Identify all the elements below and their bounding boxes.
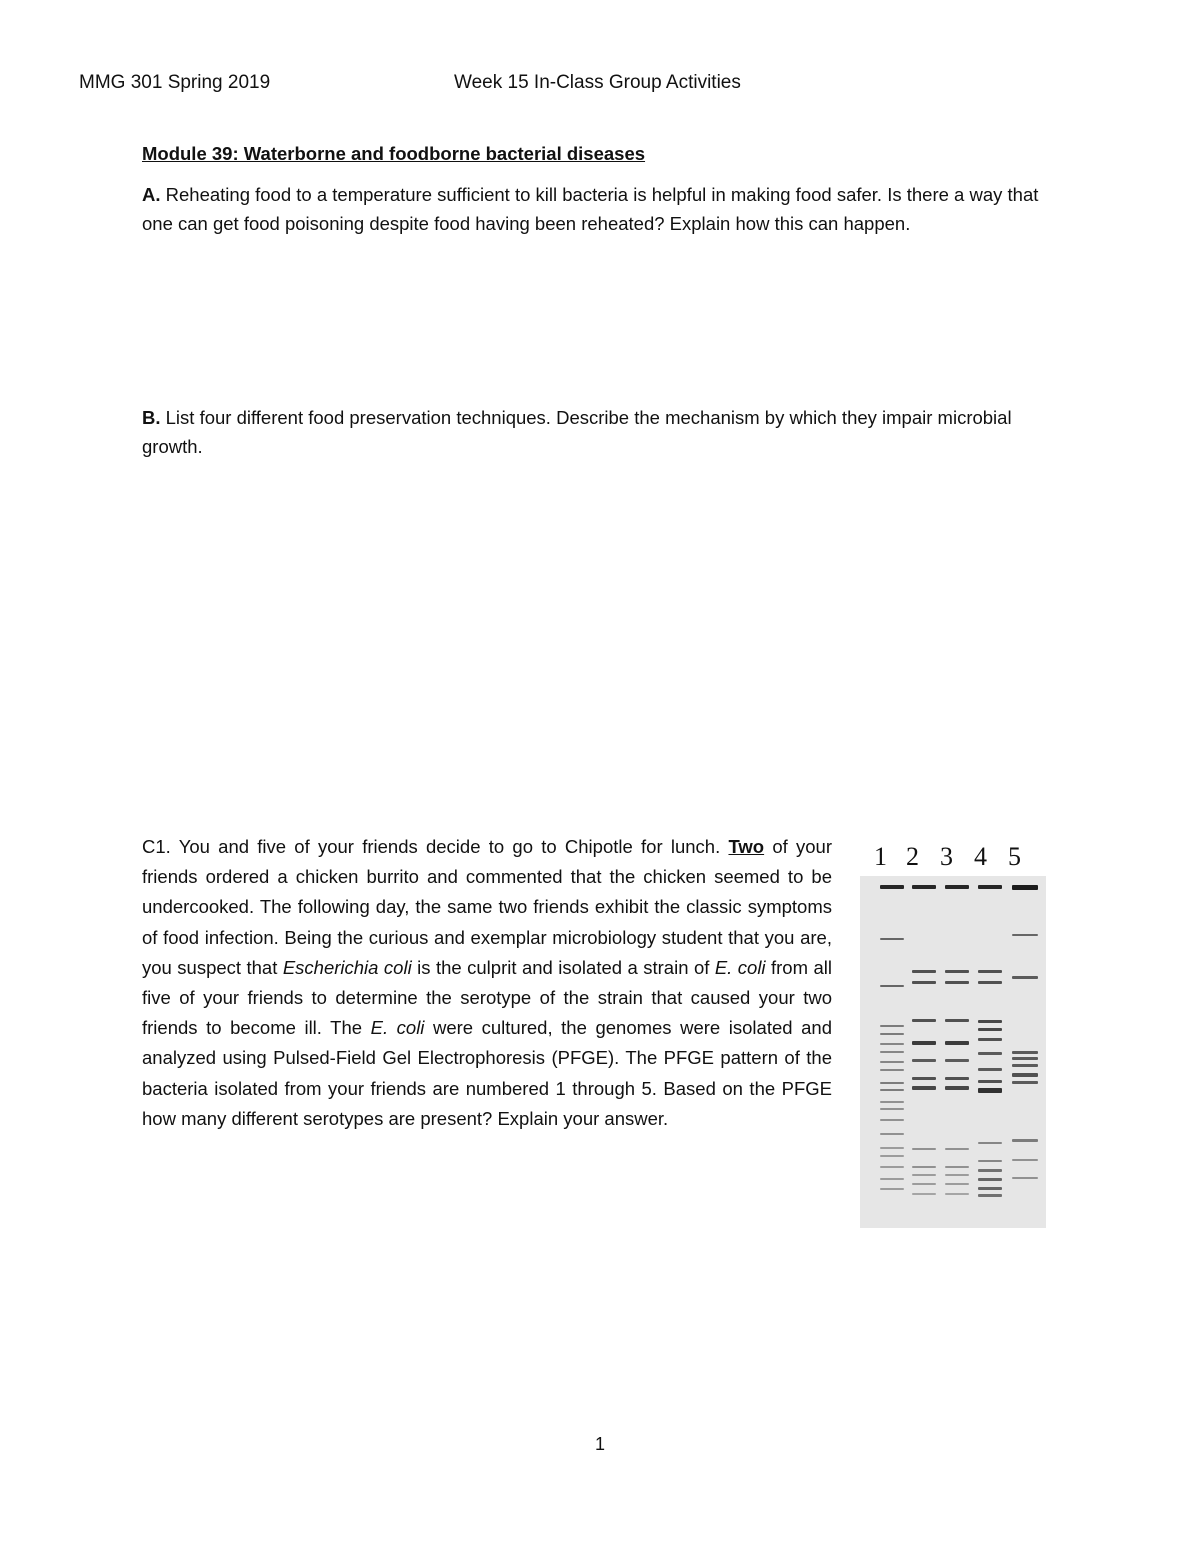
gel-band [978,1169,1002,1172]
gel-band [945,1041,969,1045]
gel-band [880,1108,904,1110]
species-name-abbrev: E. coli [370,1017,425,1039]
gel-band [1012,885,1038,890]
gel-band [978,1038,1002,1041]
lane-label: 4 [974,842,987,871]
gel-band [912,970,936,973]
gel-band [1012,1139,1038,1142]
lane-label: 5 [1008,842,1021,871]
gel-band [912,1077,936,1080]
gel-band [1012,1081,1038,1084]
gel-band [880,1082,904,1084]
gel-band [945,885,969,889]
question-c1-label: C1 [142,836,166,857]
gel-band [945,1019,969,1022]
question-a-label: A. [142,184,161,205]
gel-band [880,1166,904,1168]
question-b-text: List four different food preservation techniques. Describe the mechanism by which they impair microbial growth. [142,407,1012,457]
gel-band [880,1043,904,1045]
gel-band [978,1088,1002,1093]
gel-band [945,981,969,984]
gel-band [880,1133,904,1135]
gel-band [978,1194,1002,1197]
gel-band [880,1051,904,1053]
question-a-text: Reheating food to a temperature sufficient to kill bacteria is helpful in making food safer. Is there a way that one can get food poisoning despite food having been reheated? Explain how this can happen. [142,184,1039,234]
question-c1-text-1: . You and five of your friends decide to go to Chipotle for lunch. [165,836,729,857]
gel-band [912,1193,936,1195]
header-course: MMG 301 Spring 2019 [79,72,271,93]
gel-band [912,1148,936,1150]
gel-band [945,1183,969,1185]
question-c1-two-emphasis: Two [728,836,765,857]
question-c1-text-5: were cultured, the genomes were isolated and analyzed using Pulsed-Field Gel Electrophoresis (PFGE). The PFGE pattern of the bacteria isolated from your friends are numbered 1 through 5. Based on the PFGE how many different serotypes are present? Explain your answer. [142,1017,832,1129]
gel-band [880,1178,904,1180]
module-title: Module 39: Waterborne and foodborne bacterial diseases [142,143,646,164]
gel-band [1012,1073,1038,1077]
gel-band [978,1080,1002,1083]
gel-band [978,1160,1002,1162]
gel-band [880,1033,904,1035]
gel-lane-labels [862,842,1052,878]
gel-band [880,1188,904,1190]
question-c1-text-2: of your friends ordered a chicken burrito and commented that the chicken seemed to be undercooked. The following day, the same two friends exhibit the classic symptoms of food infection. Being the curious and exemplar microbiology student that you are, you suspect that [142,836,832,978]
gel-band [945,1166,969,1168]
gel-band [1012,976,1038,979]
gel-band [978,970,1002,973]
lane-label: 3 [940,842,953,871]
gel-band [978,1068,1002,1071]
gel-band [978,1178,1002,1181]
gel-band [880,938,904,940]
gel-band [880,885,904,889]
gel-band [880,1147,904,1149]
gel-band [880,1119,904,1121]
gel-band [912,1166,936,1168]
gel-band [912,981,936,984]
gel-band [880,985,904,987]
gel-band [945,1174,969,1176]
gel-band [1012,1177,1038,1179]
gel-band [912,1183,936,1185]
gel-band [912,1086,936,1090]
gel-band [945,1077,969,1080]
gel-band [880,1101,904,1103]
page-number: 1 [594,1434,605,1454]
lane-label: 1 [874,842,887,871]
gel-band [945,1148,969,1150]
gel-band [978,1028,1002,1031]
lane-label: 2 [906,842,919,871]
gel-band [912,1059,936,1062]
gel-band [945,970,969,973]
gel-band [945,1193,969,1195]
gel-band [912,1174,936,1176]
gel-band [912,1041,936,1045]
header-activity: Week 15 In-Class Group Activities [454,72,741,93]
gel-band [978,1020,1002,1023]
gel-band [978,981,1002,984]
pfge-gel-image [860,876,1046,1228]
gel-band [1012,1051,1038,1054]
gel-band [880,1069,904,1071]
gel-band [945,1086,969,1090]
species-name-full: Escherichia coli [282,956,412,978]
gel-band [880,1061,904,1063]
question-b-label: B. [142,407,161,428]
gel-band [880,1155,904,1157]
gel-band [945,1059,969,1062]
gel-band [880,1089,904,1091]
gel-band [1012,1064,1038,1067]
gel-band [1012,1057,1038,1060]
gel-band [978,1187,1002,1190]
question-a [142,180,1072,238]
question-c1-text-3: is the culprit and isolated a strain of [411,956,715,978]
gel-band [912,885,936,889]
species-name-abbrev: E. coli [714,956,766,978]
question-c1-text-4: from all five of your friends to determine the serotype of the strain that caused your two friends to become ill. The [142,956,832,1039]
gel-band [880,1025,904,1027]
gel-band [978,1052,1002,1055]
gel-band [912,1019,936,1022]
gel-band [978,885,1002,889]
gel-band [1012,1159,1038,1161]
gel-band [1012,934,1038,936]
gel-band [978,1142,1002,1144]
question-b [142,403,1042,461]
question-c1 [142,832,832,1134]
